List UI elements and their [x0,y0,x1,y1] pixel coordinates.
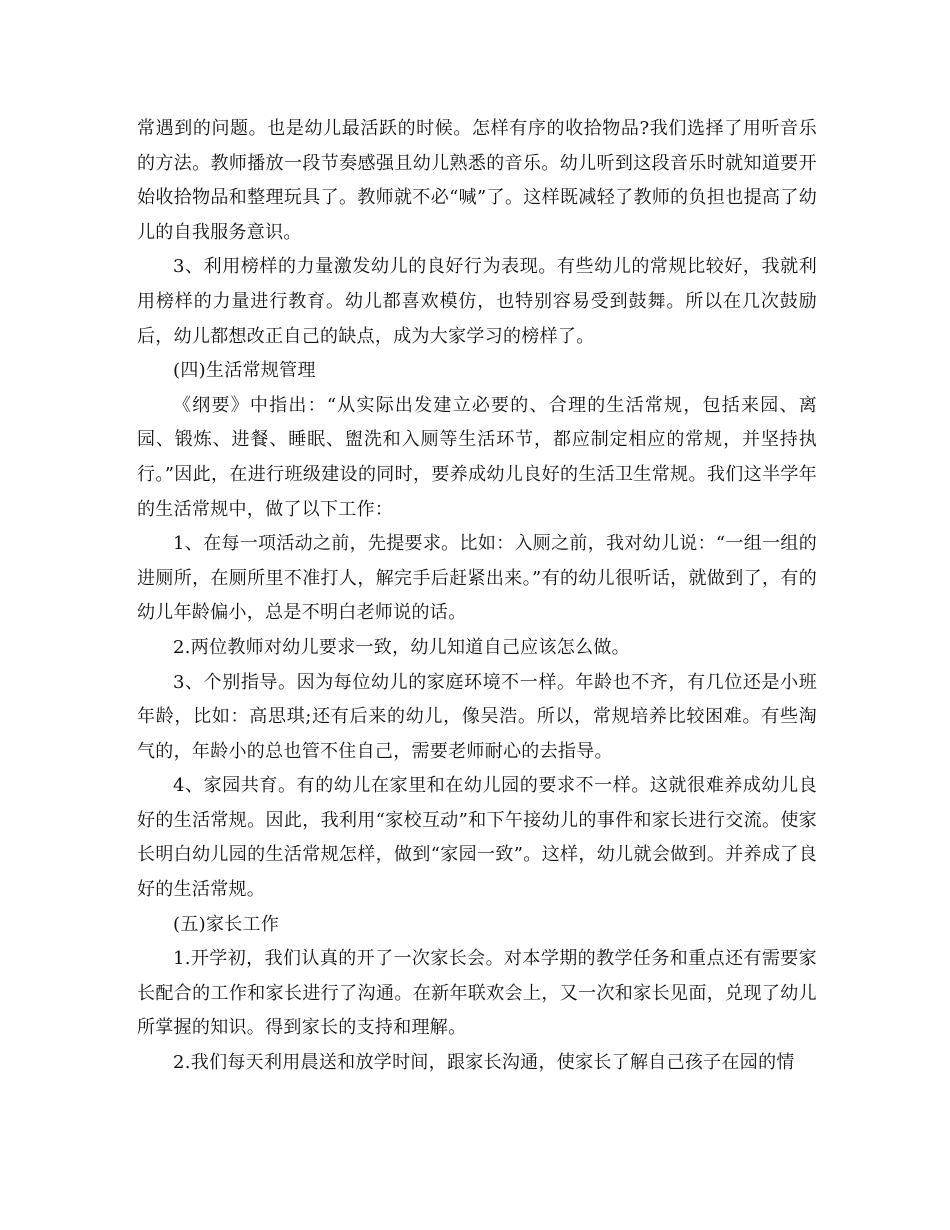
paragraph-role-model: 3、利用榜样的力量激发幼儿的良好行为表现。有些幼儿的常规比较好，我就利用榜样的力量进行教育。幼儿都喜欢模仿，也特别容易受到鼓舞。所以在几次鼓励后，幼儿都想改正自己的缺点，成为大家学习的榜样了。 [137,256,817,347]
paragraph-activity-requirements: 1、在每一项活动之前，先提要求。比如：入厕之前，我对幼儿说：“一组一组的进厕所，在厕所里不准打人，解完手后赶紧出来。”有的幼儿很听话，就做到了，有的幼儿年龄偏小，总是不明白老师说的话。 [137,533,817,624]
paragraph-continued: 常遇到的问题。也是幼儿最活跃的时候。怎样有序的收拾物品?我们选择了用听音乐的方法。教师播放一段节奏感强且幼儿熟悉的音乐。幼儿听到这段音乐时就知道要开始收拾物品和整理玩具了。教师就不必“喊”了。这样既减轻了教师的负担也提高了幼儿的自我服务意识。 [137,118,817,243]
paragraph-teacher-consistency: 2.两位教师对幼儿要求一致，幼儿知道自己应该怎么做。 [173,636,630,658]
paragraph-daily-contact: 2.我们每天利用晨送和放学时间，跟家长沟通，使家长了解自己孩子在园的情 [173,1052,795,1074]
section-heading-life-routine: (四)生活常规管理 [173,360,316,382]
paragraph-home-school-cooperation: 4、家园共育。有的幼儿在家里和在幼儿园的要求不一样。这就很难养成幼儿良好的生活常规。因此，我利用“家校互动”和下午接幼儿的事件和家长进行交流。使家长明白幼儿园的生活常规怎样，做到“家园一致”。这样，幼儿就会做到。并养成了良好的生活常规。 [137,775,817,901]
paragraph-individual-guidance: 3、个别指导。因为每位幼儿的家庭环境不一样。年龄也不齐，有几位还是小班年龄，比如：高思琪;还有后来的幼儿，像吴浩。所以，常规培养比较困难。有些淘气的，年龄小的总也管不住自己，需要老师耐心的去指导。 [137,671,817,762]
section-heading-parent-work: (五)家长工作 [173,913,280,935]
document-body [137,112,817,1081]
paragraph-outline-quote: 《纲要》中指出：“从实际出发建立必要的、合理的生活常规，包括来园、离园、锻炼、进餐、睡眠、盥洗和入厕等生活环节，都应制定相应的常规，并坚持执行。”因此，在进行班级建设的同时，要养成幼儿良好的生活卫生常规。我们这半学年的生活常规中，做了以下工作： [137,394,817,520]
paragraph-parents-meeting: 1.开学初，我们认真的开了一次家长会。对本学期的教学任务和重点还有需要家长配合的工作和家长进行了沟通。在新年联欢会上，又一次和家长见面，兑现了幼儿所掌握的知识。得到家长的支持和理解。 [137,948,817,1039]
